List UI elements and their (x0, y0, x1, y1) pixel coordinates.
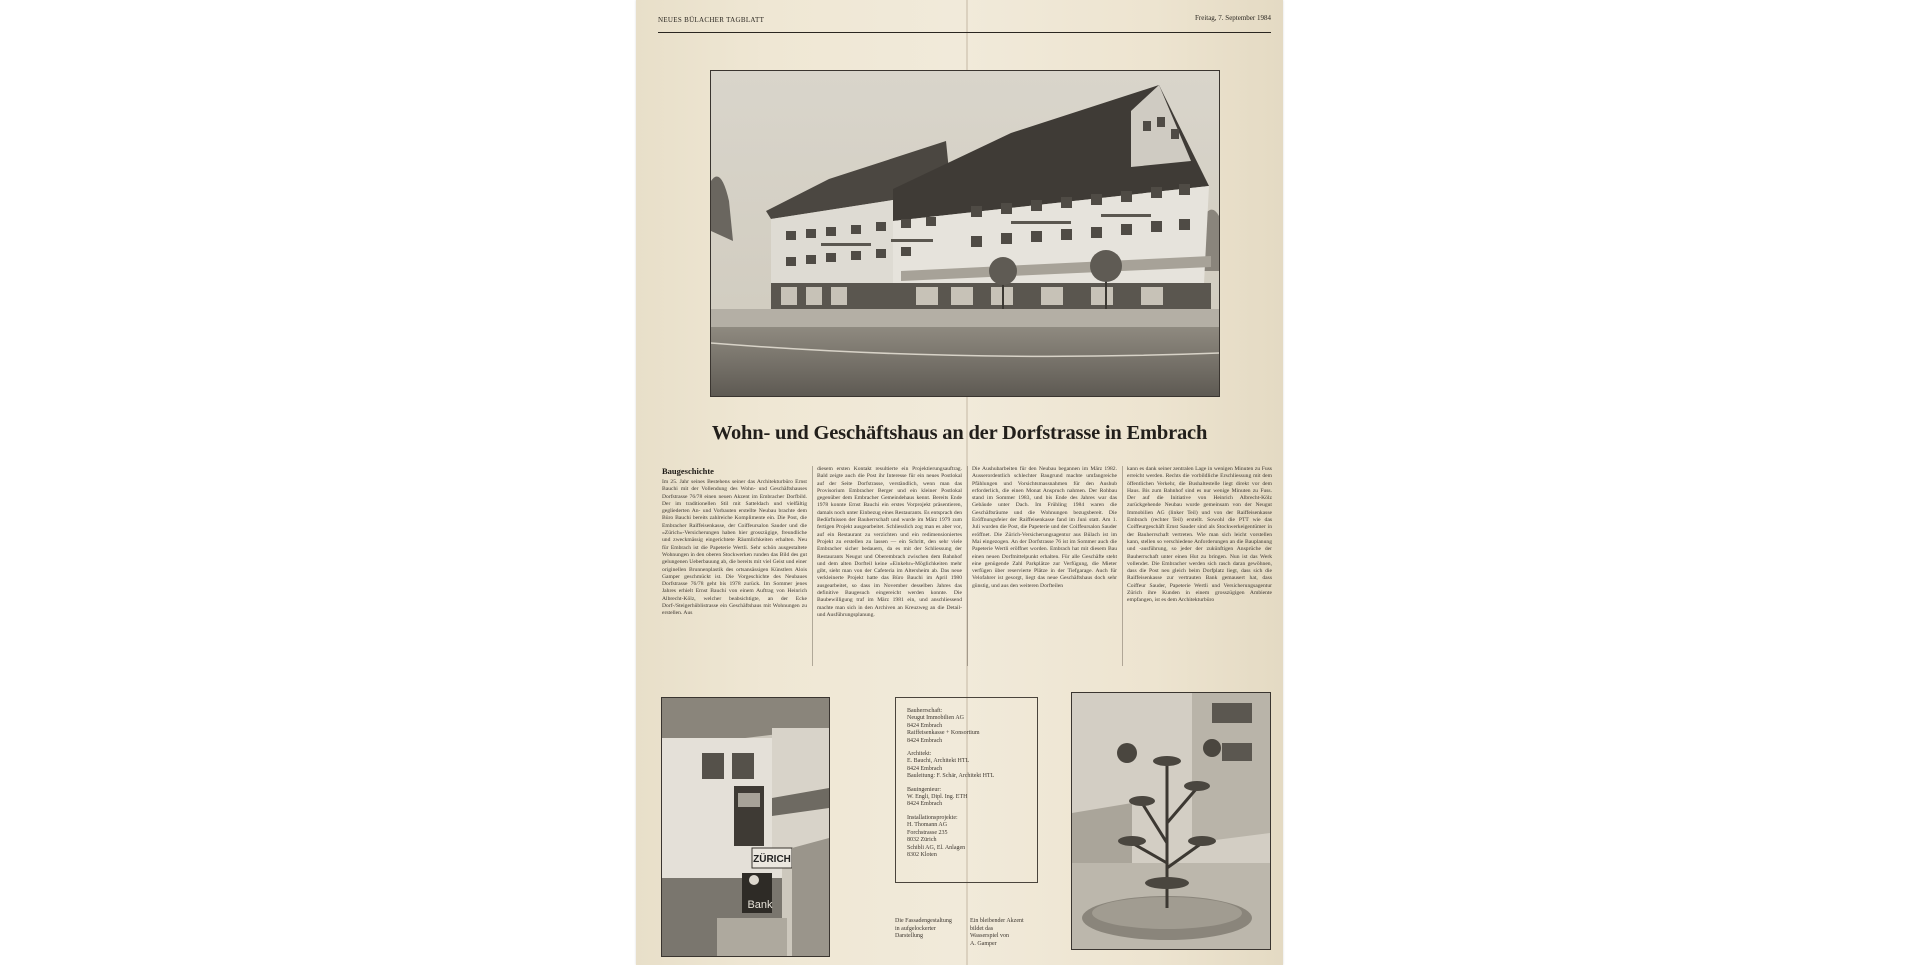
storefront-photo (661, 697, 830, 957)
article-column-3 (972, 466, 1117, 666)
column-text: Die Aushubarbeiten für den Neubau begannen im März 1982. Ausserordentlich schlechter Baugrund machte umfangreiche Pfählungen und Vorsichtsmassnahmen für den Aushub erforderlich, die einen Monat Anspruch nahmen. Der Rohbau stand im Sommer 1983, und bis Ende des Jahres war das Gebäude unter Dach. Im Frühling 1984 waren die Geschäftsräume und die Wohnungen bezugsbereit. Die Eröffnungsfeier der Raiffeisenkasse fand im Juni statt. Am 1. Juli wurden die Post, die Papeterie und der Coiffeursalon Sauder eröffnet. Die Zürich-Versicherungsagentur aus Bülach ist im Mai eingezogen. An der Dorfstrasse 76 ist im Sommer auch die Papeterie Wertli eröffnet worden. Embrach hat mit diesem Bau einen neuen Dorfmittelpunkt erhalten. Für alle Geschäfte steht eine genügende Zahl Parkplätze zur Verfügung, die Mieter verfügen über reservierte Plätze in der Tiefgarage. Auch für Velofahrer ist gesorgt, liegt das neue Geschäftshaus doch sehr günstig, und aus den weiteren Dorfteilen (972, 466, 1117, 589)
storefront-drawing (662, 698, 829, 956)
building-photo-drawing (711, 71, 1219, 396)
credit-installations: Installationsprojekte: H. Thomann AG Forchstrasse 235 8032 Zürich Schibli AG, El. Anlagen 8302 Kloten (907, 814, 966, 858)
column-divider (812, 466, 813, 666)
credits-box (895, 697, 1038, 883)
column-text: kann es dank seiner zentralen Lage in wenigen Minuten zu Fuss erreicht werden. Rechts die vorbildliche Erschliessung mit dem öffentlichen Verkehr, die Bushaltestelle liegt direkt vor dem Haus. Bis zum Bahnhof sind es nur wenige Minuten zu Fuss. Der auf die Initiative von Heinrich Albrecht-Kölz zurückgehende Neubau wurde gemeinsam von der Neugut Immobilien AG (linker Teil) und von der Raiffeisenkasse Embrach (rechter Teil) erstellt. Sowohl die PTT wie das Coiffeurgeschäft Ernst Sauder sind als Stockwerkeigentümer in der Bauherrschaft vertreten. Wie man sich leicht vorstellen kann, stellen so verschiedene Anforderungen an die Bauplanung und -ausführung, so jeder der zukünftigen Ansprüche der Bauherrschaft unter einen Hut zu bringen. Nun ist das Werk vollendet. Die Embracher werden sich rasch daran gewöhnen, dass die Post neu gleich beim Dorfplatz liegt, dass sich die Raiffeisenkasse zur vertrauten Bank gemausert hat, dass Coiffeur Sauder, Papeterie Wertli und Versicherungsagentur Zürich ihre Kunden in einem grosszügigen Ambiente empfangen, ist es dem Architekturbüro (1127, 466, 1272, 604)
fountain-drawing (1072, 693, 1270, 949)
building-photo (710, 70, 1220, 397)
article-column-2 (817, 466, 962, 666)
caption-facade: Die Fassadengestaltung in aufgelockerter Darstellung (895, 918, 952, 940)
article-headline: Wohn- und Geschäftshaus an der Dorfstrasse in Embrach (711, 422, 1208, 444)
credit-builder: Bauherrschaft: Neugut Immobilien AG 8424 Embrach Raiffeisenkasse + Konsortium 8424 Embrach (907, 708, 980, 744)
column-text: Im 25. Jahr seines Bestehens seiner das Architekturbüro Ernst Bauchi mit der Vollendung des Wohn- und Geschäftshauses Dorfstrasse 76/78 einen neuen Akzent im Embracher Dorfbild. Der im traditionellen Stil mit Satteldach und vielfältig gegliederten An- und Vorbauten erstellte Neubau brachte dem Büro Bauchi bereits zahlreiche Komplimente ein. Die Post, die Embracher Raiffeisenkasse, der Coiffeursalon Sauder und die «Zürich»-Versicherungen haben hier grosszügige, freundliche und zweckmässig eingerichtete Räumlichkeiten erhalten. Neu für Embrach ist die Papeterie Wertli. Sehr schön ausgestaltete Wohnungen in den oberen Stockwerken runden das Bild des gut gelungenen Ueberbauung ab, die bereits mit viel Geist und einer originellen Brunnenplastik des ortsansässigen Künstlers Alois Gamper geschmückt ist. Die Vorgeschichte des Neubaues Dorfstrasse 76/78 geht bis 1978 zurück. Im Sommer jenes Jahres erhielt Ernst Bauchi von einem Auftrag von Heinrich Albrecht-Kölz, welcher beabsichtigte, an der Ecke Dorf-/Steigerhüblistrasse ein Geschäftshaus mit Wohnungen zu erstellen. Aus (662, 479, 807, 617)
credit-architect: Architekt: E. Bauchi, Architekt HTL 8424 Embrach Bauleitung: F. Schär, Architekt HTL (907, 751, 995, 780)
section-heading: Baugeschichte (662, 466, 714, 476)
insurance-sign: ZÜRICH (753, 854, 791, 865)
column-text: diesem ersten Kontakt resultierte ein Projektierungsauftrag. Bald zeigte auch die Post ihr Interesse für ein neues Postlokal auf der Seite Dorfstrasse, verständlich, wenn man das Provisorium Embracher Berger und ein kleiner Postlokal gegenüber dem Embracher Gemeindehaus kennt. Bereits Ende 1978 konnte Ernst Bauchi ein erstes Vorprojekt präsentieren, damals noch unter Einbezug eines Restaurants. Es entsprach den Bedürfnissen der Bauherrschaft und wurde im März 1979 zum fertigen Projekt ausgearbeitet. Schliesslich zog man es aber vor, auf ein Restaurant zu verzichten und ein redimensioniertes Projekt zu erstellen zu lassen — ein Schritt, den sehr viele Embracher sicher bedauern, da es mit der Schliessung der Restaurants Neugut und Oberembrach zwischen dem Bahnhof und dem alten Dorfteil keine «Einkehr»-Möglichkeiten mehr gibt, sieht man von der Cafeteria im Altersheim ab. Das neue verkleinerte Projekt hatte das Büro Bauchi im April 1980 ausgearbeitet, so dass im November desselben Jahres das definitive Baugesuch eingereicht werden konnte. Die Baubewilligung traf im März 1981 ein, und anschliessend machte man sich in den Archiven an Kreuzweg an die Detail- und Ausführungsplanung. (817, 466, 962, 618)
article-column-4 (1127, 466, 1272, 666)
column-divider (1122, 466, 1123, 666)
column-divider (967, 466, 968, 666)
newspaper-name: NEUES BÜLACHER TAGBLATT (658, 16, 765, 24)
issue-date: Freitag, 7. September 1984 (1194, 14, 1271, 22)
masthead (658, 14, 1271, 33)
credit-engineer: Bauingenieur: W. Engli, Dipl. Ing. ETH 8424 Embrach (907, 786, 968, 808)
bank-sign: Bank (747, 899, 773, 911)
article-column-1 (662, 466, 807, 666)
fountain-photo (1071, 692, 1271, 950)
article-body (662, 466, 1270, 666)
caption-fountain: Ein bleibender Akzent bildet das Wasserspiel von A. Gamper (970, 918, 1024, 947)
newspaper-page (636, 0, 1283, 965)
